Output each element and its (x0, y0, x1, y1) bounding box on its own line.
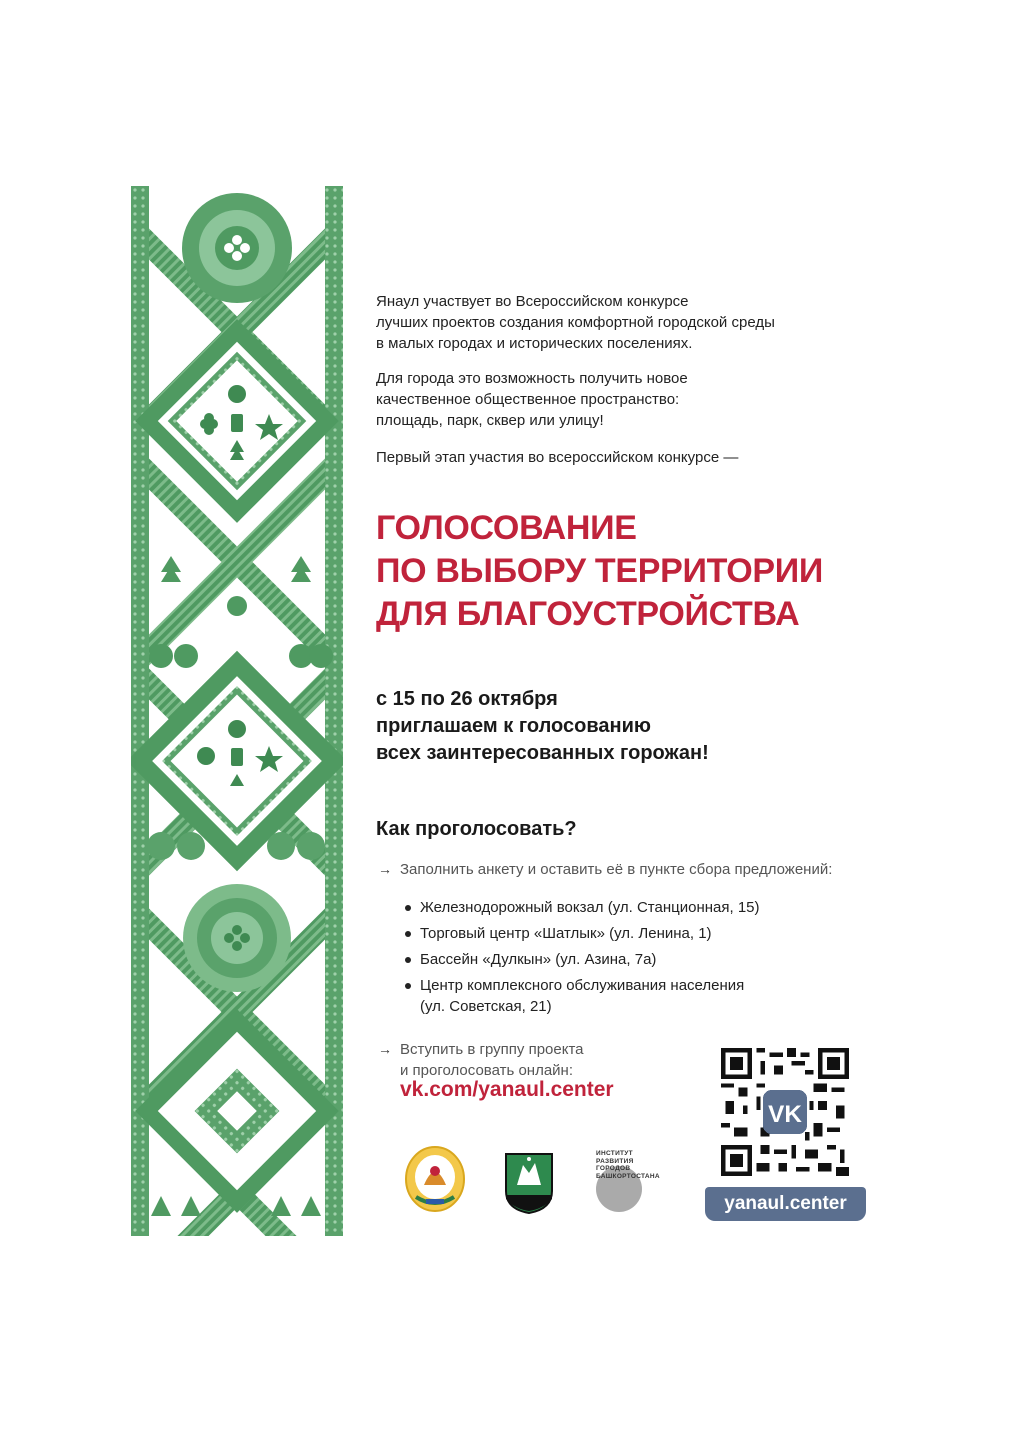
headline-line: ДЛЯ БЛАГОУСТРОЙСТВА (376, 595, 800, 633)
intro-paragraph-1 (376, 291, 846, 354)
list-item: Торговый центр «Шатлык» (ул. Ленина, 1) (403, 923, 760, 944)
institute-name (596, 1150, 660, 1180)
intro-line: площадь, парк, сквер или улицу! (376, 412, 604, 429)
yanaul-coat-of-arms-icon (503, 1151, 555, 1215)
invitation-line: приглашаем к голосованию (376, 715, 651, 737)
step-online (378, 1039, 584, 1081)
institute-line: БАШКОРТОСТАНА (596, 1172, 660, 1180)
site-badge[interactable]: yanaul.center (705, 1187, 866, 1221)
list-item-line: (ул. Советская, 21) (420, 998, 552, 1015)
intro-line: лучших проектов создания комфортной городской среды (376, 314, 775, 331)
list-item: Бассейн «Дулкын» (ул. Азина, 7а) (403, 949, 760, 970)
arrow-right-icon: → (378, 1041, 392, 1057)
invitation-line: всех заинтересованных горожан! (376, 742, 709, 764)
invitation-line: с 15 по 26 октября (376, 688, 558, 710)
ornament-pattern (131, 186, 343, 1236)
intro-line: Для города это возможность получить новое (376, 370, 688, 387)
main-headline (376, 507, 823, 636)
headline-line: ПО ВЫБОРУ ТЕРРИТОРИИ (376, 552, 824, 590)
step-online-text: и проголосовать онлайн: (400, 1062, 573, 1079)
intro-paragraph-3: Первый этап участия во всероссийском конкурсе — (376, 449, 739, 466)
institute-line: РАЗВИТИЯ (596, 1157, 634, 1165)
step-online-text: Вступить в группу проекта (400, 1041, 584, 1058)
invitation-text (376, 686, 709, 767)
how-to-vote-title: Как проголосовать? (376, 818, 577, 840)
intro-line: Янаул участвует во Всероссийском конкурсе (376, 293, 689, 310)
collection-points-list (403, 897, 760, 1017)
list-item (403, 975, 760, 1017)
headline-line: ГОЛОСОВАНИЕ (376, 509, 637, 547)
qr-code-icon[interactable] (721, 1048, 849, 1176)
arrow-right-icon: → (378, 861, 392, 877)
svg-text:VK: VK (768, 1101, 802, 1129)
step-offline-text: Заполнить анкету и оставить её в пункте сбора предложений: (400, 861, 833, 878)
list-item: Железнодорожный вокзал (ул. Станционная, 15) (403, 897, 760, 918)
intro-line: качественное общественное пространство: (376, 391, 680, 408)
intro-line: в малых городах и исторических поселениях. (376, 335, 693, 352)
institute-line: ИНСТИТУТ (596, 1150, 633, 1157)
institute-line: ГОРОДОВ (596, 1165, 631, 1172)
step-offline (378, 859, 832, 880)
intro-paragraph-2 (376, 368, 846, 431)
vk-group-link[interactable]: vk.com/yanaul.center (400, 1078, 614, 1101)
bashkortostan-emblem-icon (404, 1145, 466, 1213)
list-item-line: Центр комплексного обслуживания населения (420, 977, 745, 994)
